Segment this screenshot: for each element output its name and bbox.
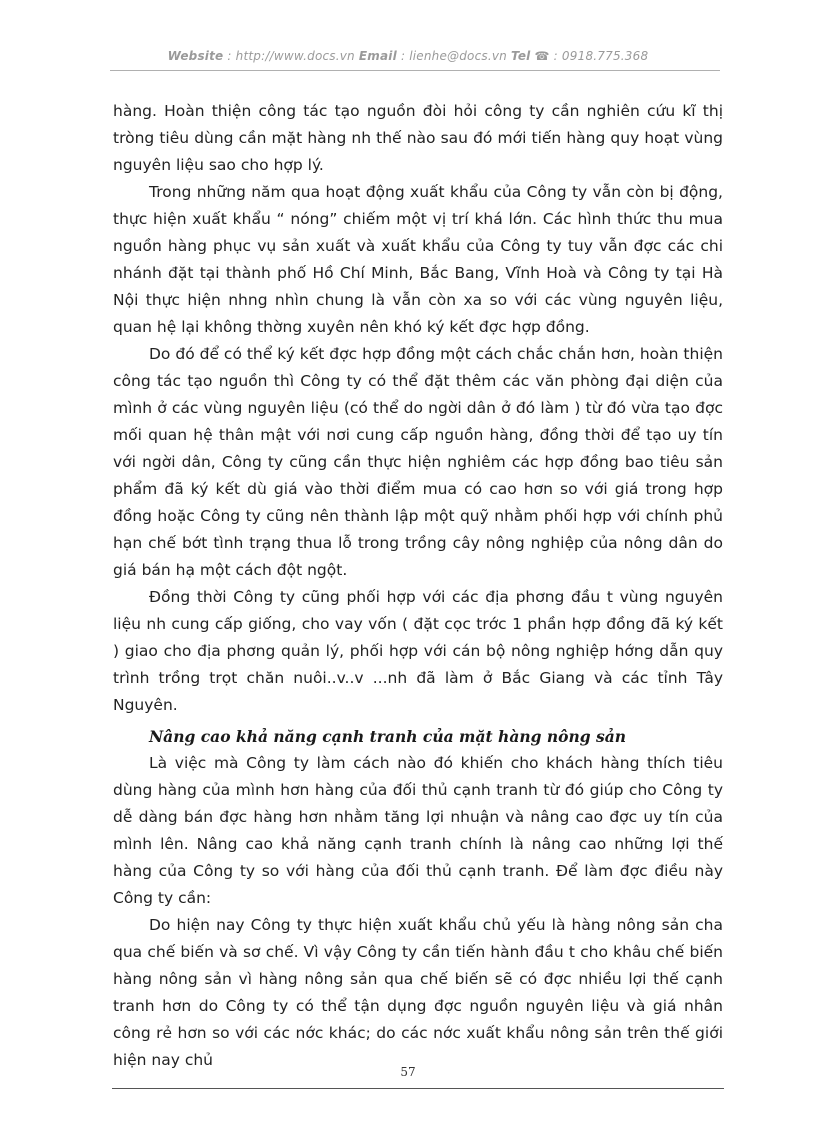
website-url: : http://www.docs.vn (227, 49, 355, 63)
tel-number: ☎ : 0918.775.368 (534, 49, 649, 63)
email-address: : lienhe@docs.vn (400, 49, 507, 63)
header-divider (110, 70, 720, 71)
tel-label: Tel (511, 49, 531, 63)
page-header (0, 49, 816, 63)
paragraph: Đồng thời Công ty cũng phối hợp với các địa phơng đầu t vùng nguyên liệu nh cung cấp giống, cho vay vốn ( đặt cọc trớc 1 phần hợp đồng đã ký kết ) giao cho địa phơng quản lý, phối hợp với cán bộ nông nghiệp hớng dẫn quy trình trồng trọt chăn nuôi..v..v ...nh đã làm ở Bắc Giang và các tỉnh Tây Nguyên. (113, 588, 723, 714)
website-label: Website (167, 49, 224, 63)
paragraph: Là việc mà Công ty làm cách nào đó khiến cho khách hàng thích tiêu dùng hàng của mình hơn hàng của đối thủ cạnh tranh từ đó giúp cho Công ty dễ dàng bán đợc hàng hơn nhằm tăng lợi nhuận và nâng cao đợc uy tín của mình lên. Nâng cao khả năng cạnh tranh chính là nâng cao những lợi thế hàng của Công ty so với hàng của đối thủ cạnh tranh. Để làm đợc điều này Công ty cần: (113, 754, 723, 907)
paragraph-continued: hàng. Hoàn thiện công tác tạo nguồn đòi hỏi công ty cần nghiên cứu kĩ thị tròng tiêu dùng cần mặt hàng nh thế nào sau đó mới tiến hàng quy hoạt vùng nguyên liệu sao cho hợp lý. (113, 102, 723, 174)
email-label: Email (358, 49, 397, 63)
paragraph: Trong những năm qua hoạt động xuất khẩu của Công ty vẫn còn bị động, thực hiện xuất khẩu “ nóng” chiếm một vị trí khá lớn. Các hình thức thu mua nguồn hàng phục vụ sản xuất và xuất khẩu của Công ty tuy vẫn đợc các chi nhánh đặt tại thành phố Hồ Chí Minh, Bắc Bang, Vĩnh Hoà và Công ty tại Hà Nội thực hiện nhng nhìn chung là vẫn còn xa so với các vùng nguyên liệu, quan hệ lại không thờng xuyên nên khó ký kết đợc hợp đồng. (113, 183, 723, 336)
section-heading: Nâng cao khả năng cạnh tranh của mặt hàng nông sản (149, 727, 627, 746)
paragraph: Do hiện nay Công ty thực hiện xuất khẩu chủ yếu là hàng nông sản cha qua chế biến và sơ chế. Vì vậy Công ty cần tiến hành đầu t cho khâu chế biến hàng nông sản vì hàng nông sản qua chế biến sẽ có đợc nhiều lợi thế cạnh tranh hơn do Công ty có thể tận dụng đợc nguồn nguyên liệu và giá nhân công rẻ hơn so với các nớc khác; do các nớc xuất khẩu nông sản trên thế giới hiện nay chủ (113, 916, 723, 1069)
page-number: 57 (400, 1065, 416, 1079)
footer-divider (112, 1088, 724, 1089)
paragraph: Do đó để có thể ký kết đợc hợp đồng một cách chắc chắn hơn, hoàn thiện công tác tạo nguồn thì Công ty có thể đặt thêm các văn phòng đại diện của mình ở các vùng nguyên liệu (có thể do ngời dân ở đó làm ) từ đó vừa tạo đợc mối quan hệ thân mật với nơi cung cấp nguồn hàng, đồng thời để tạo uy tín với ngời dân, Công ty cũng cần thực hiện nghiêm các hợp đồng bao tiêu sản phẩm đã ký kết dù giá vào thời điểm mua có cao hơn so với giá trong hợp đồng hoặc Công ty cũng nên thành lập một quỹ nhằm phối hợp với chính phủ hạn chế bớt tình trạng thua lỗ trong trồng cây nông nghiệp của nông dân do giá bán hạ một cách đột ngột. (113, 345, 723, 579)
body-text (113, 98, 723, 1074)
